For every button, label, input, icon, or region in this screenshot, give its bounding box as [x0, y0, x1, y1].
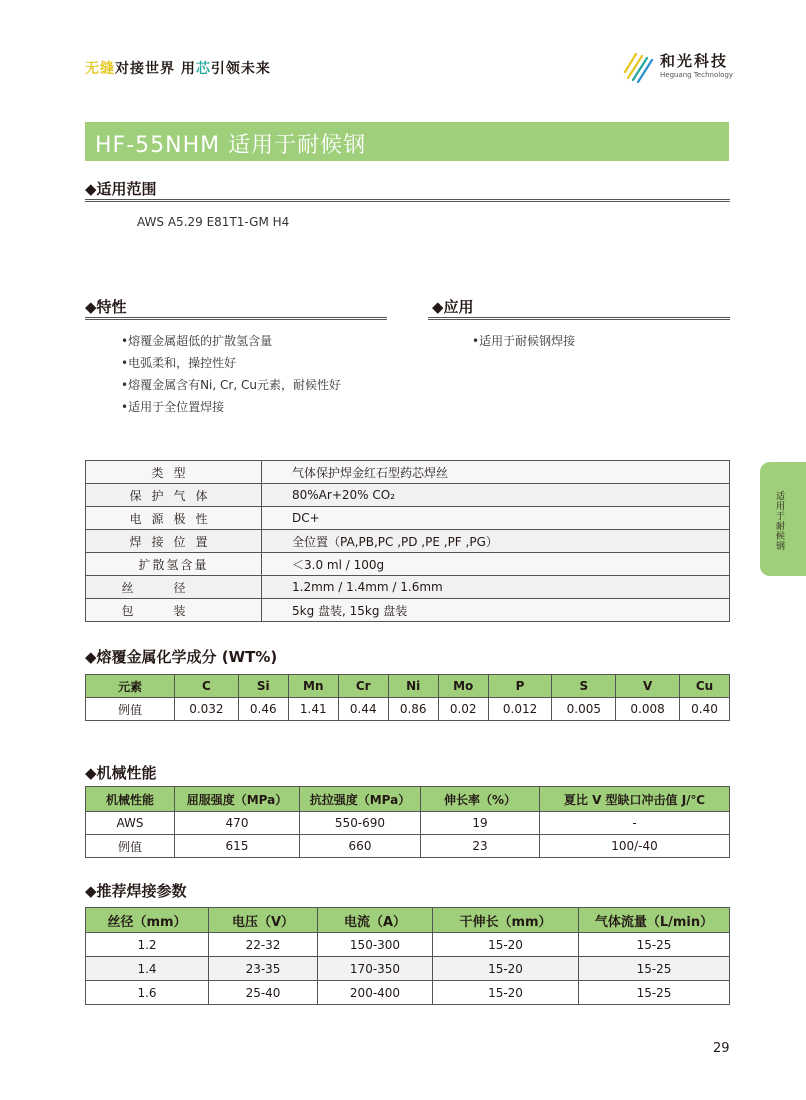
features-heading: ◆特性 [85, 298, 127, 316]
table-row: 1.6 25-40 200-400 15-20 15-25 [86, 981, 730, 1005]
table-row: 例值 0.032 0.46 1.41 0.44 0.86 0.02 0.012 0.005 0.008 0.40 [86, 698, 730, 721]
application-heading: ◆应用 [432, 298, 474, 316]
table-header-row: 元素 C Si Mn Cr Ni Mo P S V Cu [86, 675, 730, 698]
chem-table [85, 674, 730, 721]
product-title: HF-55NHM 适用于耐候钢 [95, 133, 367, 158]
features-list [121, 330, 341, 418]
spec-table [85, 460, 730, 622]
weld-heading: ◆推荐焊接参数 [85, 882, 187, 900]
table-row: 1.4 23-35 170-350 15-20 15-25 [86, 957, 730, 981]
mech-heading: ◆机械性能 [85, 764, 157, 782]
table-row: 类型 气体保护焊金红石型药芯焊丝 [86, 461, 730, 484]
mech-table [85, 786, 730, 858]
scope-text: AWS A5.29 E81T1-GM H4 [137, 215, 290, 229]
chem-heading: ◆熔覆金属化学成分 (WT%) [85, 648, 278, 666]
table-header-row: 丝径（mm） 电压（V） 电流（A） 干伸长（mm） 气体流量（L/min） [86, 908, 730, 933]
list-item: •熔覆金属超低的扩散氢含量 [121, 334, 273, 348]
features-rule [85, 317, 387, 320]
page-number: 29 [713, 1041, 730, 1056]
table-row: 包装 5kg 盘装, 15kg 盘装 [86, 599, 730, 622]
logo-name-cn: 和光科技 [660, 52, 729, 70]
application-list [472, 330, 575, 352]
list-item: •适用于耐候钢焊接 [472, 334, 576, 348]
table-row: 保护气体 80%Ar+20% CO₂ [86, 484, 730, 507]
table-row: 例值 615 660 23 100/-40 [86, 835, 730, 858]
table-header-row: 机械性能 屈服强度（MPa） 抗拉强度（MPa） 伸长率（%） 夏比 V 型缺口冲击值 J/℃ [86, 787, 730, 812]
table-row: 1.2 22-32 150-300 15-20 15-25 [86, 933, 730, 957]
company-logo-icon [622, 48, 658, 84]
scope-rule [85, 199, 730, 202]
table-row: AWS 470 550-690 19 - [86, 812, 730, 835]
product-title-bar [85, 122, 729, 161]
side-category-tab: 适用于耐候钢 [760, 462, 806, 576]
application-rule [428, 317, 730, 320]
weld-table [85, 907, 730, 1005]
table-row: 焊接位置 全位置（PA,PB,PC ,PD ,PE ,PF ,PG） [86, 530, 730, 553]
list-item: •熔覆金属含有Ni, Cr, Cu元素，耐候性好 [121, 378, 341, 392]
table-row: 电源极性 DC+ [86, 507, 730, 530]
scope-heading: ◆适用范围 [85, 180, 157, 198]
list-item: •电弧柔和，操控性好 [121, 356, 237, 370]
logo-name-en: Heguang Technology [660, 71, 734, 79]
table-row: 丝径 1.2mm / 1.4mm / 1.6mm [86, 576, 730, 599]
table-row: 扩散氢含量 ＜3.0 ml / 100g [86, 553, 730, 576]
list-item: •适用于全位置焊接 [121, 400, 225, 414]
header-slogan: 无缝对接世界 用芯引领未来 [85, 61, 271, 77]
